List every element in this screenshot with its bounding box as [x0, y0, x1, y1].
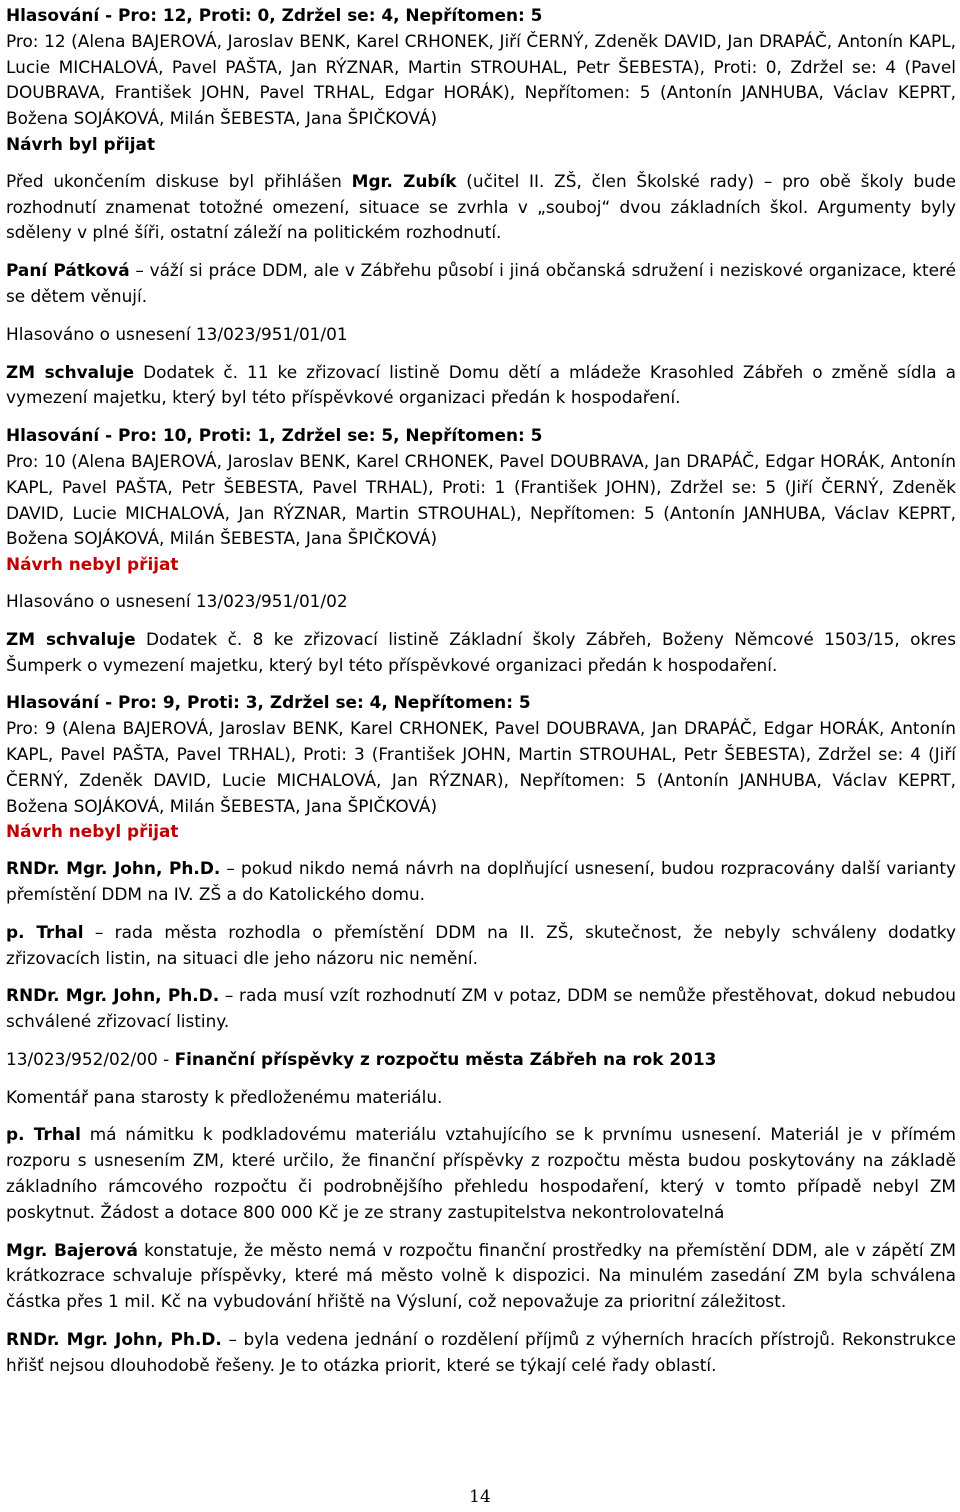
vote-result: Návrh nebyl přijat: [6, 554, 179, 575]
speech-text: – rada města rozhodla o přemístění DDM na II. ZŠ, skutečnost, že nebyly schváleny dodatky zřizovacích listin, na situaci dle jeho názoru nic nemění.: [6, 921, 956, 968]
speech-paragraph: [6, 169, 956, 246]
speaker-name: Mgr. Zubík: [351, 170, 457, 191]
vote-result: Návrh byl přijat: [6, 133, 156, 154]
zm-approves: ZM schvaluje: [6, 361, 135, 382]
speech-text: konstatuje, že město nemá v rozpočtu finanční prostředky na přemístění DDM, ale v zápětí ZM krátkozrace schvaluje příspěvky, které má město volně k dispozici. Na minulém zasedání ZM byla schválena částka přes 1 mil. Kč na vybudování hřiště na Výsluní, což nepovažuje za prioritní záležitost.: [6, 1239, 956, 1312]
vote-title: Hlasování - Pro: 12, Proti: 0, Zdržel se: 4, Nepřítomen: 5: [6, 5, 543, 25]
speaker-name: p. Trhal: [6, 1124, 81, 1145]
comment-paragraph: Komentář pana starosty k předloženému materiálu.: [6, 1086, 443, 1107]
section-code: 13/023/952/02/00 -: [6, 1048, 175, 1069]
section-title: Finanční příspěvky z rozpočtu města Zábřeh na rok 2013: [174, 1048, 717, 1069]
speech-paragraph: [6, 920, 956, 972]
vote-title: Hlasování - Pro: 9, Proti: 3, Zdržel se: 4, Nepřítomen: 5: [6, 692, 531, 713]
resolution-text: [6, 627, 956, 679]
vote-detail: Pro: 10 (Alena BAJEROVÁ, Jaroslav BENK, Karel CRHONEK, Pavel DOUBRAVA, Jan DRAPÁČ, Edgar HORÁK, Antonín KAPL, Pavel PAŠTA, Petr ŠEBESTA, Pavel TRHAL), Proti: 1 (František JOHN), Zdržel se: 5 (Jiří ČERNÝ, Zdeněk DAVID, Lucie MICHALOVÁ, Jan RÝZNAR, Martin STROUHAL), Nepřítomen: 5 (Antonín JANHUBA, Václav KEPRT, Božena SOJÁKOVÁ, Milán ŠEBESTA, Jana ŠPIČKOVÁ): [6, 450, 956, 549]
resolution-text: [6, 360, 956, 412]
minutes-body: [6, 3, 956, 1391]
resolution-label: Hlasováno o usnesení 13/023/951/01/01: [6, 323, 348, 344]
vote-block: [6, 690, 956, 845]
speech-text: – byla vedena jednání o rozdělení příjmů z výherních hracích přístrojů. Rekonstrukce hřišť nejsou dlouhodobě řešeny. Je to otázka priorit, které se týkají celé řady oblastí.: [6, 1329, 956, 1375]
speech-paragraph: [6, 983, 956, 1035]
speaker-name: Mgr. Bajerová: [6, 1239, 138, 1260]
vote-block: [6, 3, 956, 158]
speech-paragraph: [6, 258, 956, 310]
speaker-name: Paní Pátková: [6, 260, 130, 281]
vote-detail: Pro: 12 (Alena BAJEROVÁ, Jaroslav BENK, Karel CRHONEK, Jiří ČERNÝ, Zdeněk DAVID, Jan DRAPÁČ, Antonín KAPL, Lucie MICHALOVÁ, Pavel PAŠTA, Jan RÝZNAR, Martin STROUHAL, Petr ŠEBESTA), Proti: 0, Zdržel se: 4 (Pavel DOUBRAVA, František JOHN, Pavel TRHAL, Edgar HORÁK), Nepřítomen: 5 (Antonín JANHUBA, Václav KEPRT, Božena SOJÁKOVÁ, Milán ŠEBESTA, Jana ŠPIČKOVÁ): [6, 30, 956, 129]
page-number: 14: [469, 1487, 491, 1507]
speech-paragraph: [6, 1327, 956, 1379]
speech-paragraph: [6, 856, 956, 908]
speaker-name: RNDr. Mgr. John, Ph.D.: [6, 858, 221, 879]
vote-block: [6, 423, 956, 578]
zm-approves: ZM schvaluje: [6, 628, 136, 649]
vote-detail: Pro: 9 (Alena BAJEROVÁ, Jaroslav BENK, Karel CRHONEK, Pavel DOUBRAVA, Jan DRAPÁČ, Edgar HORÁK, Antonín KAPL, Pavel PAŠTA, Pavel TRHAL), Proti: 3 (František JOHN, Martin STROUHAL, Petr ŠEBESTA), Zdržel se: 4 (Jiří ČERNÝ, Zdeněk DAVID, Lucie MICHALOVÁ, Jan RÝZNAR), Nepřítomen: 5 (Antonín JANHUBA, Václav KEPRT, Božena SOJÁKOVÁ, Milán ŠEBESTA, Jana ŠPIČKOVÁ): [6, 718, 956, 816]
section-heading: [6, 1047, 956, 1073]
speaker-name: RNDr. Mgr. John, Ph.D.: [6, 985, 220, 1006]
speech-text: – rada musí vzít rozhodnutí ZM v potaz, DDM se nemůže přestěhovat, dokud nebudou schválené zřizovací listiny.: [6, 985, 956, 1032]
speech-paragraph: [6, 1122, 956, 1225]
speech-text: – pokud nikdo nemá návrh na doplňující usnesení, budou rozpracovány další varianty přemístění DDM na IV. ZŠ a do Katolického domu.: [6, 858, 956, 904]
speech-lead: Před ukončením diskuse byl přihlášen: [6, 170, 352, 191]
speech-text: – váží si práce DDM, ale v Zábřehu působí i jiná občanská sdružení i neziskové organizace, které se dětem věnují.: [6, 260, 956, 306]
resolution-body: Dodatek č. 8 ke zřizovací listině Základní školy Zábřeh, Boženy Němcové 1503/15, okres Šumperk o vymezení majetku, který byl této příspěvkové organizaci předán k hospodaření.: [6, 628, 956, 675]
speaker-name: RNDr. Mgr. John, Ph.D.: [6, 1329, 222, 1350]
speech-text: má námitku k podkladovému materiálu vztahujícího se k prvnímu usnesení. Materiál je v přímém rozporu s usnesením ZM, které určilo, že finanční příspěvky z rozpočtu města budou poskytovány na základě základního rámcového rozpočtu či podrobnějšího přehledu hospodaření, který v tomto případě nebyl ZM poskytnut. Žádost a dotace 800 000 Kč je ze strany zastupitelstva nekontrolovatelná: [6, 1124, 956, 1222]
vote-title: Hlasování - Pro: 10, Proti: 1, Zdržel se: 5, Nepřítomen: 5: [6, 425, 543, 446]
speech-text: (učitel II. ZŠ, člen Školské rady) – pro obě školy bude rozhodnutí znamenat totožné omezení, situace se zvrhla v „souboj“ dvou základních škol. Argumenty byly sděleny v plné šíři, ostatní záleží na politickém rozhodnutí.: [6, 170, 956, 243]
resolution-label: Hlasováno o usnesení 13/023/951/01/02: [6, 590, 348, 611]
speaker-name: p. Trhal: [6, 921, 84, 942]
resolution-body: Dodatek č. 11 ke zřizovací listině Domu dětí a mládeže Krasohled Zábřeh o změně sídla a vymezení majetku, který byl této příspěvkové organizaci předán k hospodaření.: [6, 361, 956, 408]
vote-result: Návrh nebyl přijat: [6, 821, 179, 842]
speech-paragraph: [6, 1238, 956, 1315]
